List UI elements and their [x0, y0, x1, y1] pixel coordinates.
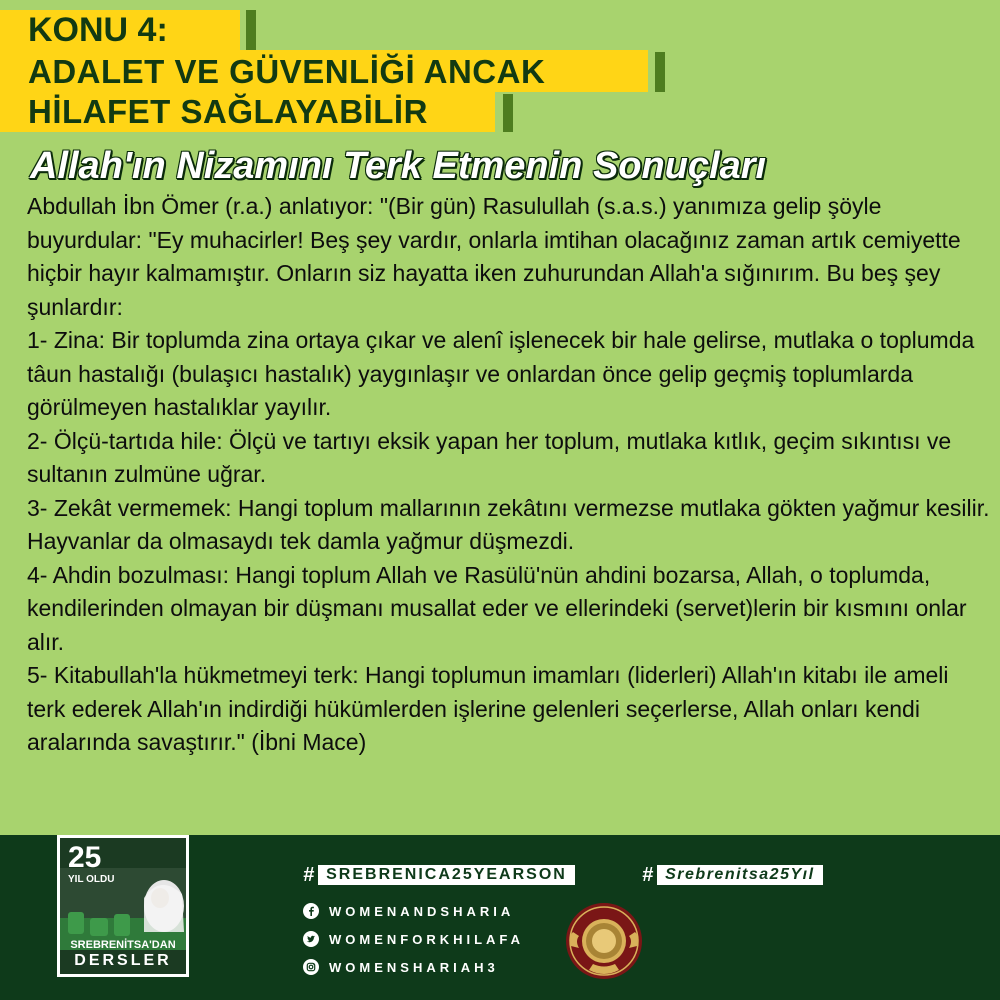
item-zina: 1- Zina: Bir toplumda zina ortaya çıkar ve alenî işlenecek bir hale gelirse, mutlaka o toplumda tâun hastalığı (bulaşıcı hastalık) yaygınlaşır ve onlardan önce gelip geçmiş toplumlarda görülmeyen hastalıklar yayılır. — [27, 327, 975, 420]
item-zekat: 3- Zekât vermemek: Hangi toplum mallarının zekâtını vermezse mutlaka gökten yağmur kesilir. Hayvanlar da olmasaydı tek damla yağmur düşmezdi. — [27, 494, 990, 554]
instagram-icon — [303, 959, 319, 975]
social-facebook[interactable] — [303, 902, 514, 920]
topic-title-line1: ADALET VE GÜVENLİĞİ ANCAK — [28, 53, 546, 90]
srebrenica-badge — [57, 835, 189, 977]
facebook-icon — [303, 903, 319, 919]
article-subtitle: Allah'ın Nizamını Terk Etmenin Sonuçları — [30, 145, 767, 187]
hashtag-label: Srebrenitsa25Yıl — [657, 865, 822, 885]
topic-title-line2: HİLAFET SAĞLAYABİLİR — [28, 93, 428, 130]
social-twitter[interactable] — [303, 930, 524, 948]
intro-paragraph: Abdullah İbn Ömer (r.a.) anlatıyor: "(Bir gün) Rasulullah (s.a.s.) yanımıza gelip şöyle buyurdular: "Ey muhacirler! Beş şey vardır, onlarla imtihan olacağınız zaman artık cemiyette hiçbir hayır kalmamıştır. Onların siz hayatta iken zuhurundan Allah'a sığınırım. Bu beş şey şunlardır: — [27, 193, 961, 320]
social-instagram[interactable] — [303, 958, 499, 976]
topic-number: KONU 4: — [28, 11, 168, 49]
hash-symbol: # — [642, 863, 654, 886]
hashtag-label: SREBRENICA25YEARSON — [318, 865, 575, 885]
social-handle: WOMENSHARIAH3 — [329, 959, 499, 975]
social-handle: WOMENFORKHILAFA — [329, 931, 525, 947]
badge-line1: SREBRENİTSA'DAN — [70, 939, 176, 951]
badge-number: 25 — [68, 841, 102, 874]
item-olcu-tarti: 2- Ölçü-tartıda hile: Ölçü ve tartıyı eksik yapan her toplum, mutlaka kıtlık, geçim sıkıntısı ve sultanın zulmüne uğrar. — [27, 427, 952, 487]
hashtag-srebrenitsa-tr[interactable] — [642, 864, 823, 886]
social-handle: WOMENANDSHARIA — [329, 903, 515, 919]
hashtag-srebrenica-en[interactable] — [303, 864, 575, 886]
article-body — [27, 190, 992, 760]
title-bar-3-accent — [503, 94, 513, 132]
hash-symbol: # — [303, 863, 315, 886]
title-bar-1-accent — [246, 10, 256, 50]
item-ahid: 4- Ahdin bozulması: Hangi toplum Allah ve Rasülü'nün ahdini bozarsa, Allah, o toplumda, kendilerinden olmayan bir düşmanı musallat eder ve ellerindeki (servet)lerin bir kısmını onlar alır. — [27, 561, 967, 655]
organization-seal-logo — [565, 902, 643, 980]
badge-years-label: YIL OLDU — [68, 874, 115, 885]
title-bar-2-accent — [655, 52, 665, 92]
twitter-icon — [303, 931, 319, 947]
badge-line2: DERSLER — [74, 952, 172, 969]
item-kitabullah: 5- Kitabullah'la hükmetmeyi terk: Hangi toplumun imamları (liderleri) Allah'ın kitabı ile ameli terk ederek Allah'ın indirdiği hükümlerden işlerine gelenleri seçerlerse, Allah onları kendi aralarında savaştırır." (İbni Mace) — [27, 662, 949, 755]
